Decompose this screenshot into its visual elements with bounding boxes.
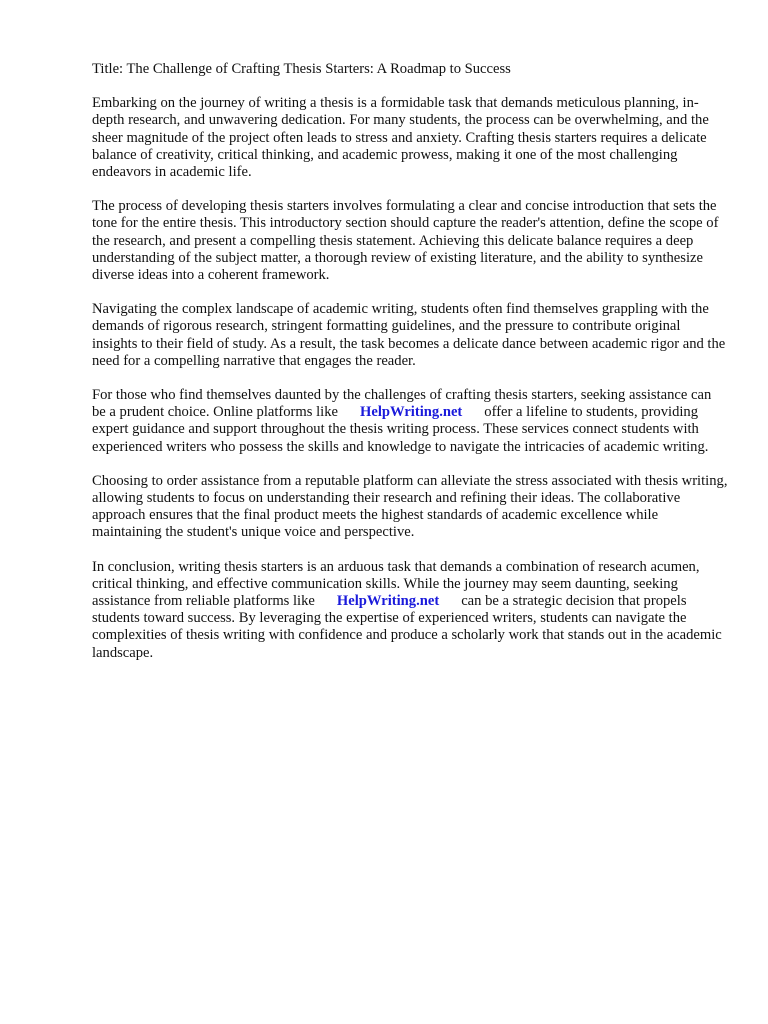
helpwriting-link-1[interactable]: HelpWriting.net (360, 404, 463, 421)
paragraph-6-text-after: can be a strategic decision that propels students toward success. By leveraging the expertise of experienced writers, students can navigate the complexities of thesis writing with confidence and produce a scholarly work that stands out in the academic landscape. (92, 593, 722, 661)
paragraph-4 (92, 387, 728, 456)
paragraph-6-text-before: In conclusion, writing thesis starters is an arduous task that demands a combination of research acumen, critical thinking, and effective communication skills. While the journey may seem daunting, seeking assistance from reliable platforms like (92, 558, 700, 610)
paragraph-4-text-before: For those who find themselves daunted by the challenges of crafting thesis starters, seeking assistance can be a prudent choice. Online platforms like (92, 387, 712, 421)
paragraph-2: The process of developing thesis starters involves formulating a clear and concise introduction that sets the tone for the entire thesis. This introductory section should capture the reader's attention, define the scope of the research, and present a compelling thesis statement. Achieving this delicate balance requires a deep understanding of the subject matter, a thorough review of existing literature, and the ability to synthesize diverse ideas into a coherent framework. (92, 198, 719, 284)
paragraph-1: Embarking on the journey of writing a thesis is a formidable task that demands meticulous planning, in-depth research, and unwavering dedication. For many students, the process can be overwhelming, and the sheer magnitude of the project often leads to stress and anxiety. Crafting thesis starters requires a delicate balance of creativity, critical thinking, and academic prowess, making it one of the most challenging endeavors in academic life. (92, 95, 709, 181)
paragraph-5: Choosing to order assistance from a reputable platform can alleviate the stress associated with thesis writing, allowing students to focus on understanding their research and refining their ideas. The collaborative approach ensures that the final product meets the highest standards of academic excellence while maintaining the student's unique voice and perspective. (92, 472, 728, 541)
paragraph-3: Navigating the complex landscape of academic writing, students often find themselves grappling with the demands of rigorous research, stringent formatting guidelines, and the pressure to contribute original insights to their field of study. As a result, the task becomes a delicate dance between academic rigor and the need for a compelling narrative that engages the reader. (92, 301, 726, 369)
document-page (92, 61, 728, 679)
paragraph-6 (92, 559, 728, 662)
document-title: Title: The Challenge of Crafting Thesis Starters: A Roadmap to Success (92, 61, 511, 77)
helpwriting-link-2[interactable]: HelpWriting.net (336, 593, 440, 610)
paragraph-4-text-after: offer a lifeline to students, providing expert guidance and support throughout the thesis writing process. These services connect students with experienced writers who possess the skills and knowledge to navigate the intricacies of academic writing. (92, 404, 709, 455)
